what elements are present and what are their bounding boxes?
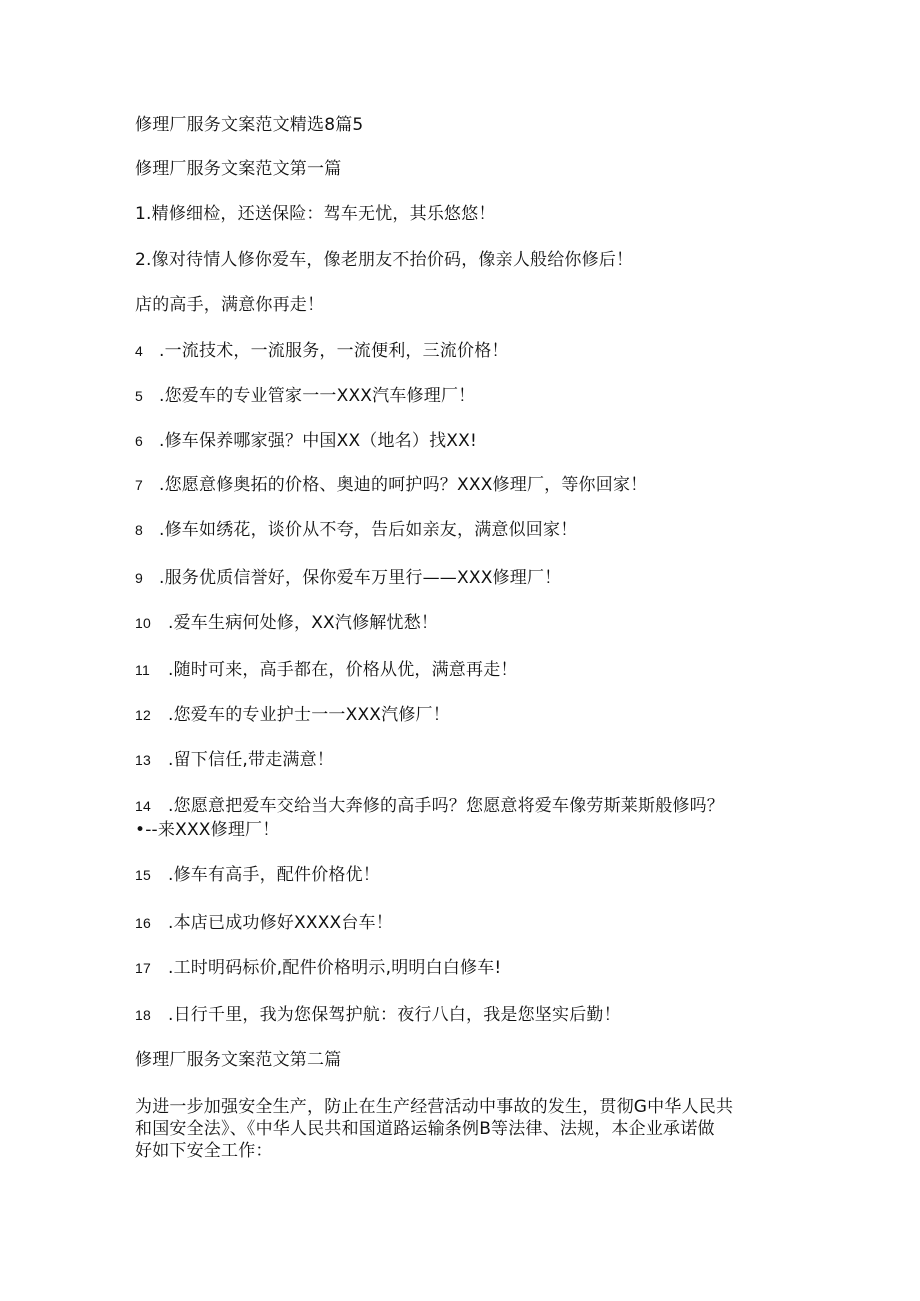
list-item: [135, 340, 509, 362]
item-number: 15: [135, 867, 151, 883]
item-text: .修车如绣花，谈价从不夸，告后如亲友，满意似回家！: [159, 520, 578, 540]
list-item: [135, 659, 518, 681]
list-item: [135, 795, 724, 817]
item-number: 7: [135, 477, 143, 493]
item-text: .留下信任,带走满意！: [168, 750, 335, 770]
list-item-14-continuation: •--来XXX修理厂！: [135, 820, 280, 840]
list-item: [135, 957, 501, 979]
item-number: 11: [135, 662, 150, 678]
paragraph-line: 好如下安全工作：: [135, 1141, 273, 1161]
list-item: [135, 1004, 621, 1026]
list-item: [135, 612, 438, 634]
item-text: .您爱车的专业管家一一XXX汽车修理厂！: [159, 386, 476, 406]
item-text: .日行千里，我为您保驾护航：夜行八白，我是您坚实后勤！: [168, 1005, 621, 1025]
item-text: .一流技术，一流服务，一流便利，三流价格！: [159, 341, 509, 361]
item-text: .工时明码标价,配件价格明示,明明白白修车!: [168, 958, 502, 978]
list-item: [135, 749, 334, 771]
item-number: 14: [135, 798, 151, 814]
item-number: 12: [135, 707, 151, 723]
section2-heading: 修理厂服务文案范文第二篇: [135, 1050, 342, 1070]
item-text: .随时可来，高手都在，价格从优，满意再走！: [168, 660, 518, 680]
paragraph-line: 为进一步加强安全生产，防止在生产经营活动中事故的发生，贯彻G中华人民共: [135, 1097, 734, 1117]
item-number: 10: [135, 615, 151, 631]
list-item-2-continuation: 店的高手，满意你再走！: [135, 295, 325, 315]
item-text: .服务优质信誉好，保你爱车万里行——XXX修理厂！: [159, 568, 562, 588]
item-number: 5: [135, 388, 143, 404]
item-number: 18: [135, 1007, 151, 1023]
item-number: 9: [135, 570, 143, 586]
section2-paragraph: [135, 1096, 795, 1162]
item-number: 4: [135, 343, 143, 359]
list-item-2: 2.像对待情人修你爱车，像老朋友不抬价码，像亲人般给你修后！: [135, 250, 634, 270]
item-text: .爱车生病何处修，XX汽修解忧愁！: [168, 613, 439, 633]
section1-heading: 修理厂服务文案范文第一篇: [135, 159, 342, 179]
item-number: 13: [135, 752, 151, 768]
item-text: .修车保养哪家强？中国XX（地名）找XX!: [159, 431, 478, 451]
list-item: [135, 864, 380, 886]
list-item: [135, 474, 647, 496]
list-item: [135, 567, 561, 589]
item-number: 16: [135, 915, 151, 931]
item-text: .修车有高手，配件价格优！: [168, 865, 381, 885]
item-text: .您愿意修奥拓的价格、奥迪的呵护吗？XXX修理厂，等你回家！: [159, 475, 648, 495]
item-text: .您愿意把爱车交给当大奔修的高手吗？您愿意将爱车像劳斯莱斯般修吗？: [168, 796, 725, 816]
document-title: 修理厂服务文案范文精选8篇5: [135, 115, 364, 135]
list-item: [135, 430, 477, 452]
item-number: 6: [135, 433, 143, 449]
list-item: [135, 385, 475, 407]
item-number: 17: [135, 960, 151, 976]
list-item: [135, 912, 393, 934]
item-text: .您爱车的专业护士一一XXX汽修厂！: [168, 705, 450, 725]
item-number: 8: [135, 522, 143, 538]
paragraph-line: 和国安全法》、《中华人民共和国道路运输条例B等法律、法规，本企业承诺做: [135, 1119, 715, 1139]
list-item-1: 1.精修细检，还送保险：驾车无忧，其乐悠悠！: [135, 204, 496, 224]
item-text: .本店已成功修好XXXX台车！: [168, 913, 393, 933]
list-item: [135, 519, 577, 541]
list-item: [135, 704, 450, 726]
